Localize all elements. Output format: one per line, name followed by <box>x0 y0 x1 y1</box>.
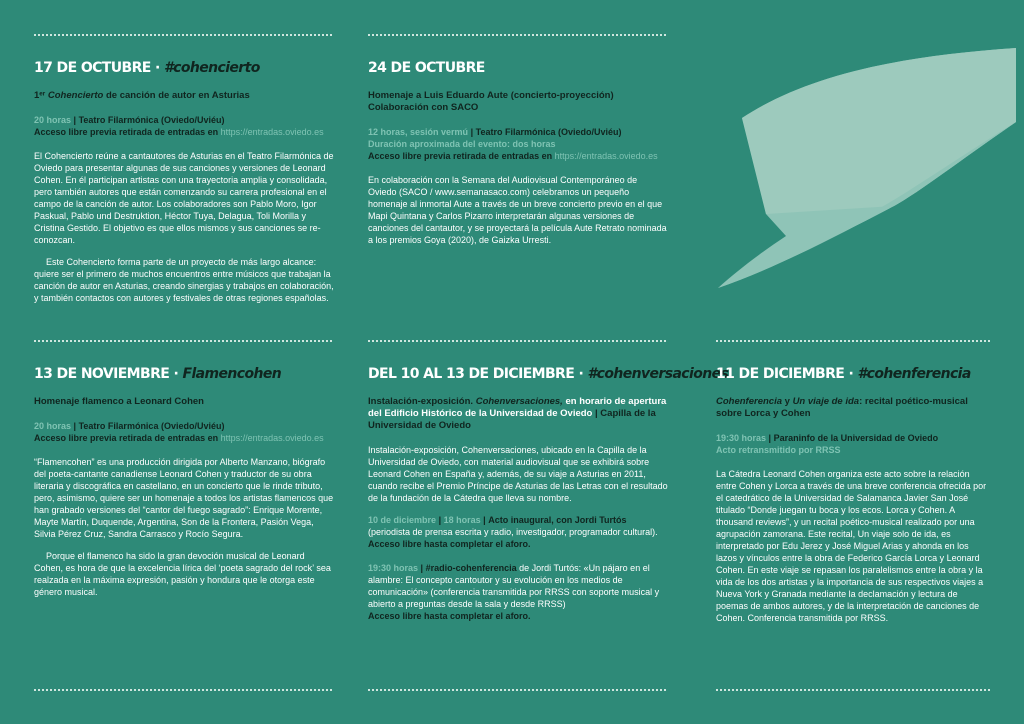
event-description: “Flamencohen” es una producción dirigida por Alberto Manzano, biógrafo del poeta-cantante canadiense Leonard Cohen y traductor de su obra literaria y discográfica en castellano, en un concierto que le rinde tributo, pero, asimismo, quiere ser un homenaje a todos los artistas flamencos que han grabado versiones del “cantor del fuego sagrado”: Enrique Morente, Mayte Martín, Duquende, Argentina, Son de la Frontera, Pasión Vega, Silvia Pérez Cruz, Sandra Carrasco y Rocío Segura. <box>34 457 334 539</box>
hat-illustration <box>716 36 1021 296</box>
subtitle-d: | Capilla de la Universidad de Oviedo <box>368 408 656 431</box>
event-stream: Acto retransmitido por RRSS <box>716 445 841 455</box>
event-info <box>368 126 668 162</box>
event-hashtag: #cohencierto <box>164 60 260 76</box>
event-time: 12 horas, sesión vermú <box>368 127 469 137</box>
event-info <box>716 432 992 456</box>
sub-event-access: Acceso libre hasta completar el aforo. <box>368 611 531 621</box>
tickets-link[interactable]: https://entradas.oviedo.es <box>220 127 324 137</box>
access-text: Acceso libre previa retirada de entradas en <box>34 127 221 137</box>
sub-event-1: 10 de diciembre | 18 horas | Acto inaugural, con Jordi Turtós (periodista de prensa escrita y radio, investigador, programador cultural). Acceso libre hasta completar el aforo. <box>368 515 658 549</box>
event-heading <box>368 60 668 76</box>
event-subtitle <box>368 396 668 432</box>
event-heading <box>716 366 992 382</box>
event-subtitle <box>716 396 992 420</box>
separator-dot: · <box>155 60 160 76</box>
event-description-2: Porque el flamenco ha sido la gran devoción musical de Leonard Cohen, es hora de que la excelencia lírica del ‘poeta sagrado del rock’ sea realzada en la máxima expresión, pasión y hondura que le otorga este género musical. <box>34 551 331 597</box>
divider-top-1 <box>34 34 332 36</box>
event-heading <box>34 60 334 76</box>
event-venue: Teatro Filarmónica (Oviedo/Uviéu) <box>78 115 225 125</box>
subtitle-b: Cohenversaciones, <box>475 396 563 407</box>
event-time: 20 horas <box>34 115 72 125</box>
pipe: | <box>768 433 772 443</box>
divider-top-2 <box>368 34 666 36</box>
event-date: 17 DE OCTUBRE <box>34 60 151 76</box>
access-text: Acceso libre previa retirada de entradas en <box>368 151 555 161</box>
event-subtitle <box>368 90 668 114</box>
separator-dot: · <box>848 366 854 382</box>
subtitle-rest: de canción de autor en Asturias <box>103 90 250 101</box>
access-text: Acceso libre previa retirada de entradas en <box>34 433 221 443</box>
event-time: 20 horas <box>34 421 72 431</box>
subtitle-main: Homenaje a Luis Eduardo Aute <box>368 90 509 101</box>
event-dec-10-13 <box>368 366 729 634</box>
subtitle-c: Un viaje de ida <box>792 396 860 407</box>
event-date: DEL 10 AL 13 DE DICIEMBRE <box>368 366 575 382</box>
sub-event-rest: (periodista de prensa escrita y radio, investigador, programador cultural). <box>368 527 658 537</box>
subtitle-a: Cohenferencia <box>716 396 782 407</box>
sub-event-hashtag: #radio-cohenferencia <box>425 563 517 573</box>
event-hashtag: #cohenversaciones <box>587 366 729 382</box>
event-date: 11 DE DICIEMBRE <box>716 366 845 382</box>
event-dec-11 <box>716 366 992 634</box>
event-info <box>34 114 334 138</box>
event-oct-17 <box>34 60 334 314</box>
event-venue: Paraninfo de la Universidad de Oviedo <box>773 433 939 443</box>
sub-event-access: Acceso libre hasta completar el aforo. <box>368 539 531 549</box>
event-description-2: Este Cohencierto forma parte de un proyecto de más largo alcance: quiere ser el primero de muchos encuentros entre músicos que trabajan la canción de autor en Asturias, creando sinergias y trabajos en colaboración, y también contactos con autores y festivales de otras regiones españolas. <box>34 257 334 303</box>
event-venue: Teatro Filarmónica (Oviedo/Uviéu) <box>475 127 622 137</box>
pipe: | <box>470 127 474 137</box>
collaboration: Colaboración con SACO <box>368 102 479 113</box>
event-oct-24 <box>368 60 668 256</box>
divider-bottom-3 <box>716 689 990 691</box>
event-subtitle: Homenaje flamenco a Leonard Cohen <box>34 396 204 407</box>
tickets-link[interactable]: https://entradas.oviedo.es <box>554 151 658 161</box>
event-heading <box>368 366 729 382</box>
event-heading <box>34 366 334 382</box>
pipe: | <box>73 421 77 431</box>
event-nov-13 <box>34 366 334 608</box>
event-duration: Duración aproximada del evento: dos horas <box>368 139 556 149</box>
event-date: 13 DE NOVIEMBRE <box>34 366 170 382</box>
separator-dot: · <box>173 366 179 382</box>
event-venue: Teatro Filarmónica (Oviedo/Uviéu) <box>78 421 225 431</box>
divider-bottom-1 <box>34 689 332 691</box>
sub-event-rest: de Jordi Turtós: «Un pájaro en el alambre: El concepto cantoutor y su evolución en los medios de comunicación» (conferencia transmitida por RRSS con soporte musical y abierto a preguntas desde la sala y desde RRSS) <box>368 563 660 609</box>
event-description: Instalación-exposición, Cohenversaciones, ubicado en la Capilla de la Universidad de Oviedo, con material audiovisual que se exhibirá sobre Leonard Cohen en España y, además, de su viaje a Asturias en 2011, cuando recibe el Premio Príncipe de Asturias de las Letras con el resultado de la fundación de la Cátedra que lleva su nombre. <box>368 445 668 503</box>
sub-event-time: 18 horas <box>443 515 481 525</box>
event-hashtag: #cohenferencia <box>857 366 971 382</box>
separator-dot: · <box>578 366 584 382</box>
divider-mid-3 <box>716 340 990 342</box>
sub-event-time: 19:30 horas <box>368 563 419 573</box>
divider-mid-1 <box>34 340 332 342</box>
subtitle-italic: Cohencierto <box>47 90 104 101</box>
subtitle-c: en horario de apertura del Edificio Histórico de la Universidad de Oviedo <box>368 396 667 419</box>
event-description: La Cátedra Leonard Cohen organiza este acto sobre la relación entre Cohen y Lorca a través de una breve conferencia ofrecida por el catedrático de la Universidad de Salamanca Javier San José titulado “Donde juegan tu boca y los ecos. Lorca y Cohen. A thousand reviews”, y un recital poético-musical realizado por una agrupación zamorana. Este recital, Un viaje solo de ida, es interpretado por Edu Jerez y José Miguel Arias y ahonda en los lazos y vínculos entre la obra de Federico García Lorca y Leonard Cohen. En este viaje se repasan los paralelismos entre la obra y la vida de los dos artistas y la importancia de sus respectivos viajes a Nueva York y Granada mediante la declamación y lectura de poemas de ambos autores, y de la interpretación de canciones de Cohen. Conferencia transmitida por RRSS. <box>716 469 987 623</box>
sub-event-title: Acto inaugural, con Jordi Turtós <box>488 515 627 525</box>
subtitle-a: Instalación-exposición. <box>368 396 476 407</box>
event-subtitle <box>34 90 334 102</box>
event-description: El Cohencierto reúne a cantautores de Asturias en el Teatro Filarmónica de Oviedo para presentar algunas de sus canciones y versiones de Leonard Cohen. En él participan artistas con una trayectoria amplia y consolidada, pero también autores que están comenzando su carrera profesional en el campo de la canción de autor. Los colaboradores son Pablo Moro, Igor Paskual, Pablo und Destruktion, Héctor Tuya, Delagua, Toli Morilla y Cristina Gestido. El objetivo es que ellos mismos y sus canciones se re-conozcan. <box>34 151 334 245</box>
subtitle-d: : recital poético-musical sobre Lorca y Cohen <box>716 396 968 419</box>
subtitle-b: y <box>782 396 793 407</box>
divider-mid-2 <box>368 340 666 342</box>
event-description: En colaboración con la Semana del Audiovisual Contemporáneo de Oviedo (SACO / www.semanasaco.com) celebramos un pequeño homenaje al inmortal Aute a través de un breve concierto previo en el que Mapi Quintana y Carlos Pizarro interpretarán algunas versiones de canciones del cantautor, y se proyectará la película Aute Retrato nominada a los premios Goya (2020), de Gaizka Urresti. <box>368 175 667 245</box>
event-date: 24 DE OCTUBRE <box>368 60 485 76</box>
event-time: 19:30 horas <box>716 433 767 443</box>
tickets-link[interactable]: https://entradas.oviedo.es <box>220 433 324 443</box>
ordinal: 1ᵉʳ <box>34 90 46 101</box>
sub-event-2: 19:30 horas | #radio-cohenferencia de Jordi Turtós: «Un pájaro en el alambre: El concepto cantoutor y su evolución en los medios de comunicación» (conferencia transmitida por RRSS con soporte musical y abierto a preguntas desde la sala y desde RRSS) Acceso libre hasta completar el aforo. <box>368 563 660 621</box>
divider-bottom-2 <box>368 689 666 691</box>
pipe: | <box>73 115 77 125</box>
event-info <box>34 420 334 444</box>
sub-event-date: 10 de diciembre <box>368 515 437 525</box>
subtitle-rest: (concierto-proyección) <box>508 90 614 101</box>
event-hashtag: Flamencohen <box>182 366 282 382</box>
